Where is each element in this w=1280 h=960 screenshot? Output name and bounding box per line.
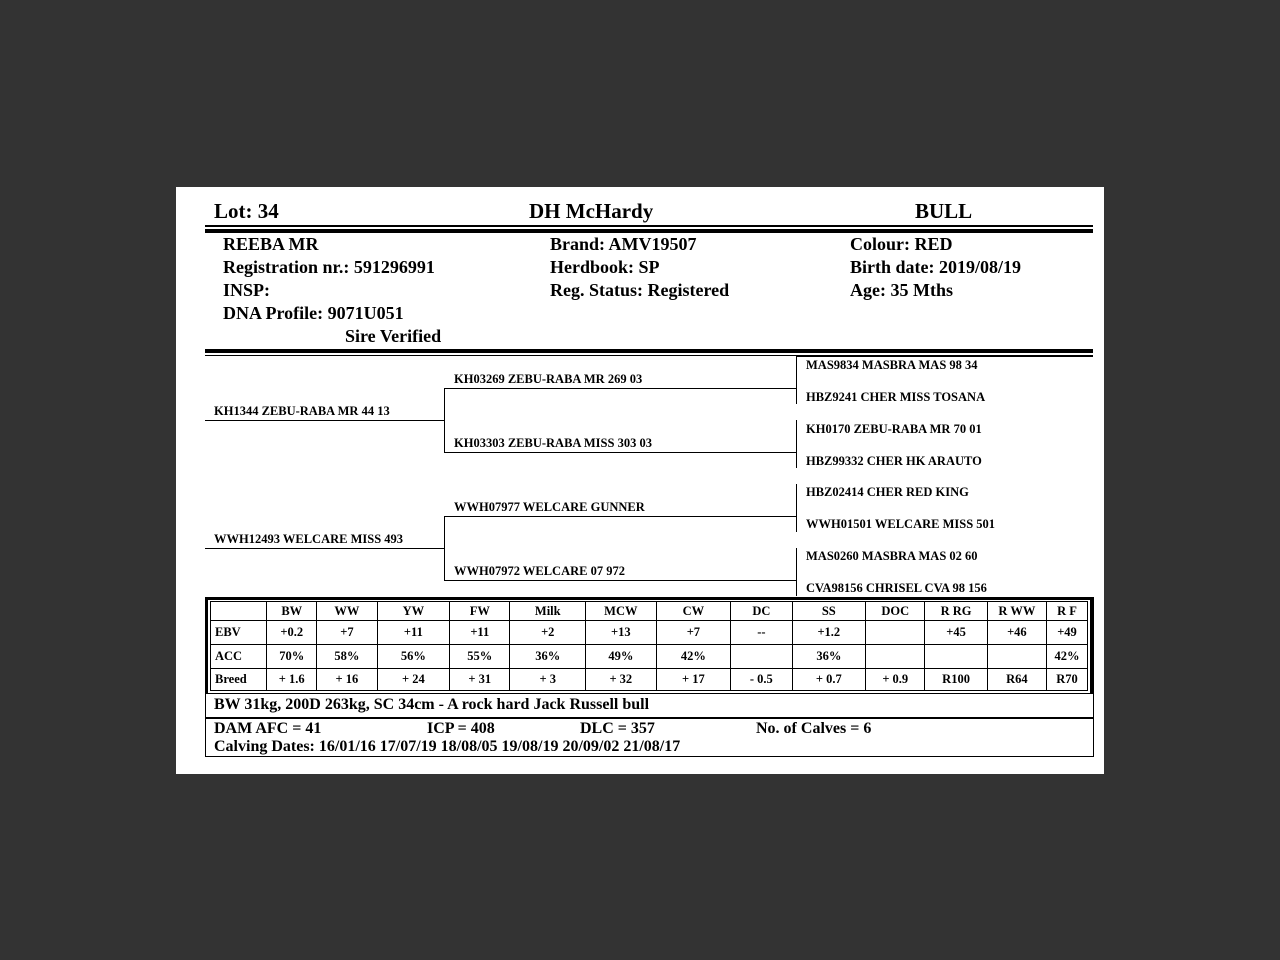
pedigree-gen3-7: MAS0260 MASBRA MAS 02 60 [806,549,978,563]
acc-cell: 56% [377,645,450,669]
brand: Brand: AMV19507 [550,234,697,254]
acc-row [211,645,1088,669]
acc-cell: 42% [656,645,731,669]
ebv-cell: +46 [987,621,1046,645]
pedigree-sire-dam: KH03303 ZEBU-RABA MISS 303 03 [454,436,652,450]
acc-cell: 70% [267,645,317,669]
breed-row [211,669,1088,691]
ebv-header-cell: WW [317,602,377,621]
breed-cell: - 0.5 [731,669,792,691]
breed-cell: R100 [925,669,987,691]
pedigree-line [205,548,444,549]
breed-cell: + 32 [586,669,657,691]
pedigree-line [444,516,445,580]
birth-date: Birth date: 2019/08/19 [850,257,1021,277]
ebv-cell: +2 [510,621,586,645]
pedigree-line [796,356,797,404]
pedigree-gen3-2: HBZ9241 CHER MISS TOSANA [806,390,986,404]
registration-number: Registration nr.: 591296991 [223,257,435,277]
lot-number: Lot: 34 [214,199,279,223]
calving-dates: Calving Dates: 16/01/16 17/07/19 18/08/05 19/08/19 20/09/02 21/08/17 [214,738,681,755]
ebv-header-cell: CW [656,602,731,621]
ebv-row [211,621,1088,645]
pedigree-sire-sire: KH03269 ZEBU-RABA MR 269 03 [454,372,643,386]
acc-cell [731,645,792,669]
dam-afc: DAM AFC = 41 [214,720,322,737]
header-rule-thin [205,225,1093,227]
breeder-name: DH McHardy [529,199,654,223]
acc-cell [925,645,987,669]
acc-cell: 36% [792,645,866,669]
acc-cell [866,645,925,669]
pedigree-line [796,420,797,468]
pedigree-line [444,388,796,389]
ebv-cell: +7 [656,621,731,645]
pedigree-line [796,356,1093,357]
breed-cell: + 1.6 [267,669,317,691]
dam-icp: ICP = 408 [427,720,495,737]
acc-cell: 55% [450,645,510,669]
breed-cell: + 31 [450,669,510,691]
pedigree-dam-sire: WWH07977 WELCARE GUNNER [454,500,645,514]
ebv-row-label: EBV [211,621,267,645]
ebv-cell: +49 [1047,621,1088,645]
ebv-header-cell: BW [267,602,317,621]
ebv-header-cell: R F [1047,602,1088,621]
pedigree-line [444,388,445,452]
acc-cell: 58% [317,645,377,669]
breed-cell: + 17 [656,669,731,691]
breed-cell: + 0.7 [792,669,866,691]
comment-box [205,693,1094,719]
ebv-header-cell: MCW [586,602,657,621]
sire-verified: Sire Verified [345,326,442,346]
pedigree-sire: KH1344 ZEBU-RABA MR 44 13 [214,404,390,418]
acc-cell: 49% [586,645,657,669]
acc-cell: 42% [1047,645,1088,669]
pedigree-line [444,580,796,581]
colour: Colour: RED [850,234,953,254]
info-rule-thick [205,349,1093,353]
ebv-header-cell: SS [792,602,866,621]
breed-row-label: Breed [211,669,267,691]
animal-info-right [850,233,1021,302]
animal-info-left [223,233,441,348]
table-rule-right [1090,597,1094,693]
breed-cell: + 3 [510,669,586,691]
breed-cell: + 0.9 [866,669,925,691]
pedigree-dam: WWH12493 WELCARE MISS 493 [214,532,404,546]
ebv-header-row [211,602,1088,621]
ebv-cell: +0.2 [267,621,317,645]
sex-label: BULL [915,199,973,223]
ebv-cell: +1.2 [792,621,866,645]
pedigree-dam-dam: WWH07972 WELCARE 07 972 [454,564,625,578]
acc-row-label: ACC [211,645,267,669]
breed-cell: + 24 [377,669,450,691]
herdbook: Herdbook: SP [550,257,660,277]
ebv-header-cell: YW [377,602,450,621]
acc-cell: 36% [510,645,586,669]
pedigree-gen3-3: KH0170 ZEBU-RABA MR 70 01 [806,422,982,436]
pedigree-line [796,484,797,532]
ebv-header-cell [211,602,267,621]
dna-profile: DNA Profile: 9071U051 [223,303,404,323]
animal-comment: BW 31kg, 200D 263kg, SC 34cm - A rock hard Jack Russell bull [214,696,650,713]
ebv-cell: +7 [317,621,377,645]
ebv-cell: +11 [450,621,510,645]
table-rule-top [205,597,1093,600]
pedigree-line [205,420,444,421]
table-rule-left [205,597,208,693]
animal-info-middle [550,233,729,302]
pedigree-line [796,548,797,596]
breed-cell: R70 [1047,669,1088,691]
dam-stats-box [205,717,1094,757]
insp-label: INSP: [223,280,271,300]
pedigree-line [444,516,796,517]
pedigree-gen3-4: HBZ99332 CHER HK ARAUTO [806,454,982,468]
pedigree-gen3-5: HBZ02414 CHER RED KING [806,485,969,499]
ebv-header-cell: DOC [866,602,925,621]
breed-cell: R64 [987,669,1046,691]
lot-card [176,187,1104,774]
ebv-cell [866,621,925,645]
pedigree-gen3-1: MAS9834 MASBRA MAS 98 34 [806,358,978,372]
acc-cell [987,645,1046,669]
ebv-cell: +11 [377,621,450,645]
ebv-header-cell: Milk [510,602,586,621]
breed-cell: + 16 [317,669,377,691]
reg-status: Reg. Status: Registered [550,280,730,300]
ebv-header-cell: DC [731,602,792,621]
ebv-table [210,601,1088,691]
ebv-header-cell: FW [450,602,510,621]
dam-calves: No. of Calves = 6 [756,720,872,737]
ebv-cell: +45 [925,621,987,645]
pedigree-gen3-8: CVA98156 CHRISEL CVA 98 156 [806,581,987,595]
age: Age: 35 Mths [850,280,953,300]
animal-name: REEBA MR [223,234,319,254]
pedigree-gen3-6: WWH01501 WELCARE MISS 501 [806,517,996,531]
ebv-header-cell: R RG [925,602,987,621]
pedigree-line [444,452,796,453]
ebv-cell: -- [731,621,792,645]
ebv-cell: +13 [586,621,657,645]
dam-dlc: DLC = 357 [580,720,655,737]
ebv-header-cell: R WW [987,602,1046,621]
